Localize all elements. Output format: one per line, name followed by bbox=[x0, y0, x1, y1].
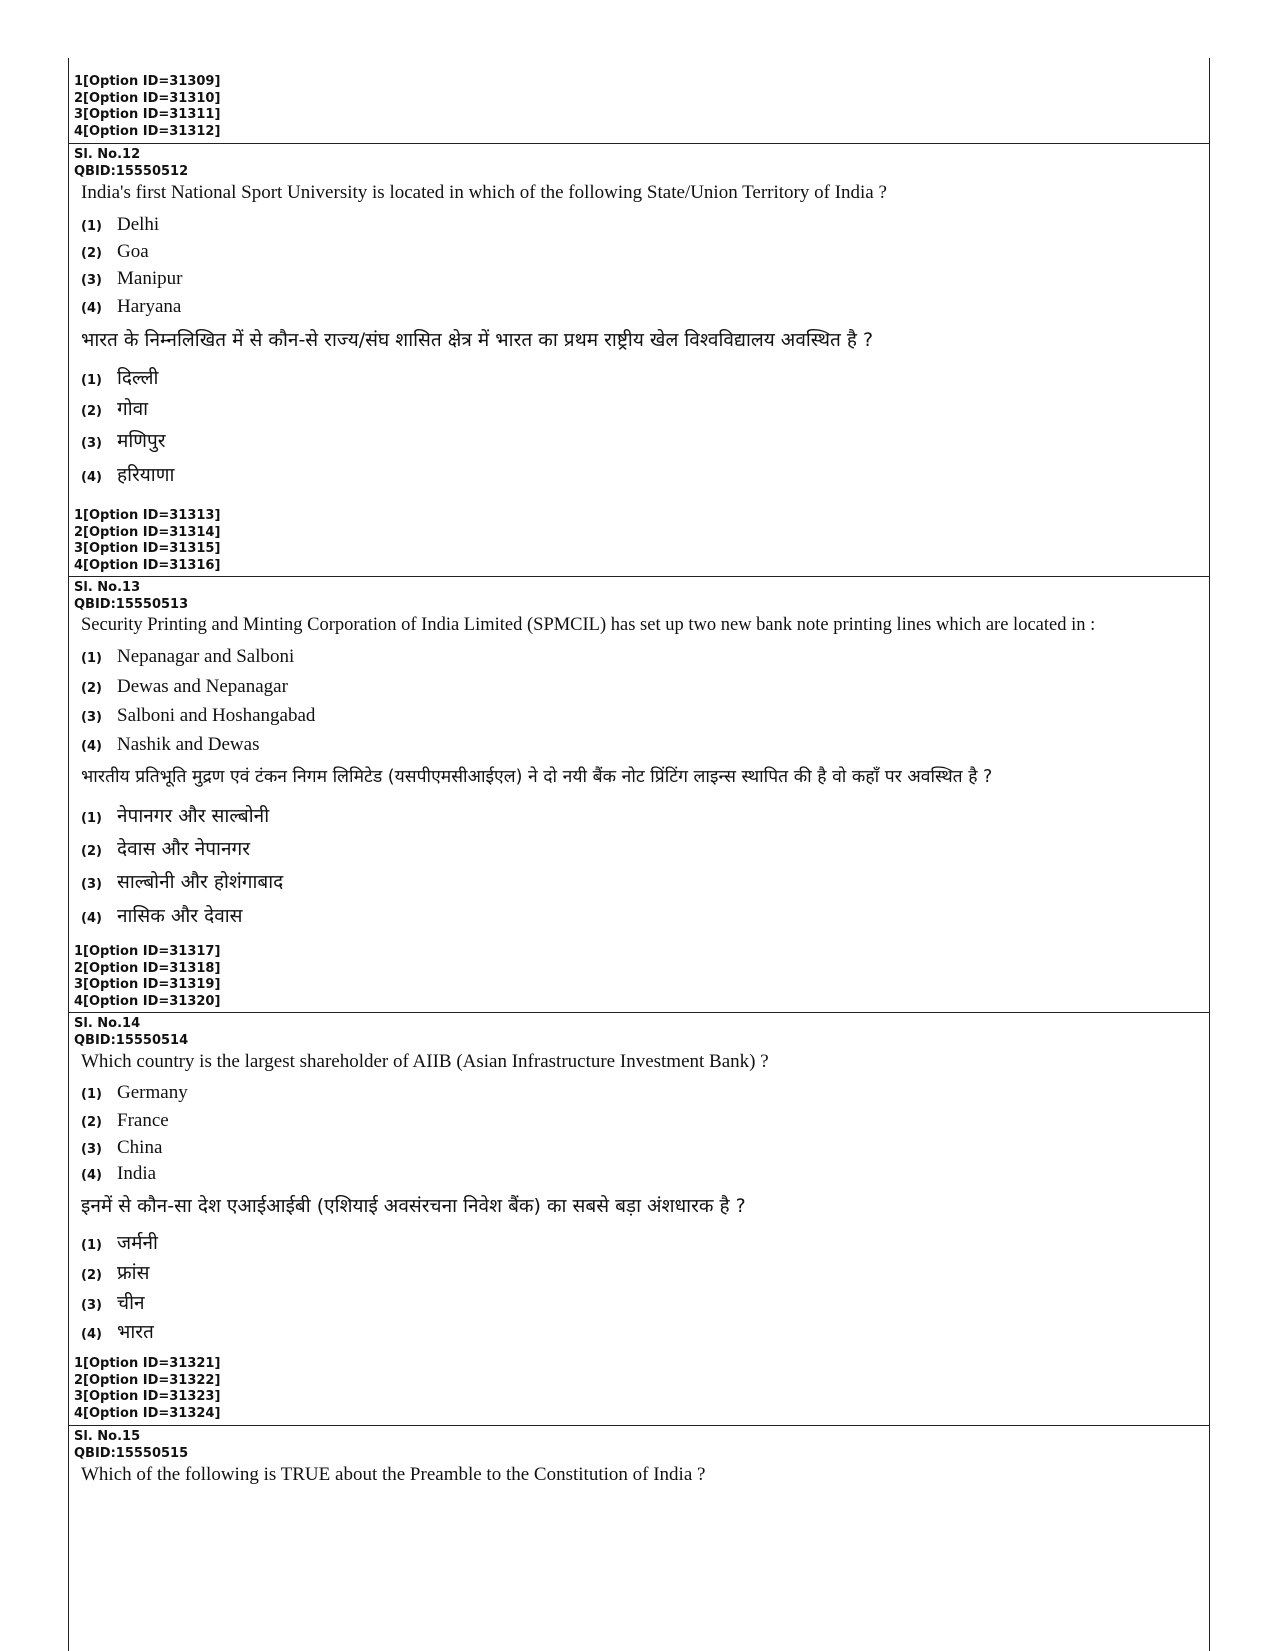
option-text: हरियाणा bbox=[117, 464, 175, 486]
option-hindi bbox=[81, 395, 1209, 427]
qbid: QBID:15550513 bbox=[74, 596, 189, 612]
option-id: 4[Option ID=31316] bbox=[74, 557, 221, 573]
question-text-english: Security Printing and Minting Corporation of India Limited (SPMCIL) has set up two new bank note printing lines which are located in : bbox=[81, 615, 1096, 635]
option-id: 2[Option ID=31310] bbox=[74, 90, 221, 106]
option-text: भारत bbox=[117, 1321, 154, 1343]
option-text: Goa bbox=[117, 241, 149, 262]
option-number: (4) bbox=[81, 301, 102, 316]
option-english bbox=[81, 1082, 1209, 1110]
option-number: (2) bbox=[81, 404, 102, 419]
serial-number: Sl. No.14 bbox=[74, 1016, 141, 1031]
question-text-english: Which country is the largest shareholder of AIIB (Asian Infrastructure Investment Bank) ? bbox=[81, 1051, 769, 1072]
option-english bbox=[81, 646, 1209, 676]
option-text: Haryana bbox=[117, 296, 182, 317]
serial-number: Sl. No.13 bbox=[74, 580, 141, 595]
option-id-list bbox=[69, 944, 1209, 1010]
option-number: (3) bbox=[81, 273, 102, 288]
option-text: Nepanagar and Salboni bbox=[117, 646, 295, 667]
option-number: (4) bbox=[81, 739, 102, 754]
option-id: 2[Option ID=31318] bbox=[74, 960, 221, 976]
divider bbox=[69, 1012, 1209, 1013]
option-id: 4[Option ID=31324] bbox=[74, 1405, 221, 1421]
option-english bbox=[81, 1163, 1209, 1192]
option-hindi bbox=[81, 902, 1209, 932]
option-english bbox=[81, 676, 1209, 705]
option-text: फ्रांस bbox=[117, 1262, 150, 1284]
option-id: 4[Option ID=31320] bbox=[74, 993, 221, 1009]
option-number: (1) bbox=[81, 1087, 102, 1102]
divider bbox=[69, 576, 1209, 577]
option-number: (1) bbox=[81, 219, 102, 234]
option-text: साल्बोनी और होशंगाबाद bbox=[117, 871, 284, 893]
option-number: (4) bbox=[81, 911, 102, 926]
option-number: (2) bbox=[81, 844, 102, 859]
option-hindi bbox=[81, 835, 1209, 868]
question-text-hindi: भारत के निम्नलिखित में से कौन-से राज्य/संघ शासित क्षेत्र में भारत का प्रथम राष्ट्रीय खेल विश्वविद्यालय अवस्थित है ? bbox=[81, 329, 874, 351]
option-english bbox=[81, 705, 1209, 734]
option-english bbox=[81, 268, 1209, 296]
option-text: चीन bbox=[117, 1292, 145, 1314]
option-english bbox=[81, 241, 1209, 268]
option-number: (2) bbox=[81, 1115, 102, 1130]
option-id-list bbox=[69, 508, 1209, 574]
option-number: (3) bbox=[81, 1298, 102, 1313]
option-id: 2[Option ID=31322] bbox=[74, 1372, 221, 1388]
option-id: 3[Option ID=31323] bbox=[74, 1389, 221, 1404]
option-id-list bbox=[69, 74, 1209, 140]
question-text-english: India's first National Sport University is located in which of the following State/Union Territory of India ? bbox=[81, 182, 887, 203]
option-hindi bbox=[81, 364, 1209, 395]
option-number: (4) bbox=[81, 470, 102, 485]
option-hindi bbox=[81, 1289, 1209, 1318]
question-text-hindi: इनमें से कौन-सा देश एआईआईबी (एशियाई अवसंरचना निवेश बैंक) का सबसे बड़ा अंशधारक है ? bbox=[81, 1195, 746, 1217]
option-text: Nashik and Dewas bbox=[117, 734, 260, 755]
option-number: (1) bbox=[81, 651, 102, 666]
option-text: नेपानगर और साल्बोनी bbox=[117, 805, 270, 827]
option-id: 4[Option ID=31312] bbox=[74, 123, 221, 139]
option-id-list bbox=[69, 1356, 1209, 1422]
option-hindi bbox=[81, 868, 1209, 902]
option-hindi bbox=[81, 461, 1209, 491]
option-number: (2) bbox=[81, 1268, 102, 1283]
option-text: Salboni and Hoshangabad bbox=[117, 705, 316, 726]
option-english bbox=[81, 1137, 1209, 1163]
option-text: मणिपुर bbox=[117, 430, 166, 452]
option-text: Delhi bbox=[117, 214, 160, 235]
option-text: Dewas and Nepanagar bbox=[117, 676, 288, 697]
question-paper-page bbox=[68, 58, 1210, 1651]
option-id: 1[Option ID=31309] bbox=[74, 74, 221, 89]
serial-number: Sl. No.15 bbox=[74, 1429, 141, 1444]
option-hindi bbox=[81, 1318, 1209, 1347]
qbid: QBID:15550515 bbox=[74, 1445, 189, 1461]
question-block-12 bbox=[69, 147, 1209, 491]
option-id: 3[Option ID=31319] bbox=[74, 977, 221, 992]
option-number: (4) bbox=[81, 1168, 102, 1183]
option-text: जर्मनी bbox=[117, 1232, 158, 1254]
option-id: 3[Option ID=31315] bbox=[74, 541, 221, 556]
option-number: (4) bbox=[81, 1327, 102, 1342]
option-hindi bbox=[81, 1229, 1209, 1259]
divider bbox=[69, 143, 1209, 144]
option-text: France bbox=[117, 1110, 169, 1131]
question-text-hindi: भारतीय प्रतिभूति मुद्रण एवं टंकन निगम लिमिटेड (यसपीएमसीआईएल) ने दो नयी बैंक नोट प्रिंटिंग लाइन्स स्थापित की है वो कहाँ पर अवस्थित है ? bbox=[81, 767, 993, 787]
option-text: नासिक और देवास bbox=[117, 905, 243, 927]
option-text: दिल्ली bbox=[117, 367, 159, 389]
option-id: 2[Option ID=31314] bbox=[74, 524, 221, 540]
option-number: (3) bbox=[81, 710, 102, 725]
option-english bbox=[81, 1110, 1209, 1137]
option-number: (3) bbox=[81, 1142, 102, 1157]
serial-number: Sl. No.12 bbox=[74, 147, 141, 162]
option-number: (3) bbox=[81, 877, 102, 892]
question-block-14 bbox=[69, 1016, 1209, 1347]
option-number: (2) bbox=[81, 246, 102, 261]
option-text: गोवा bbox=[117, 398, 149, 420]
option-text: देवास और नेपानगर bbox=[117, 838, 250, 860]
option-number: (3) bbox=[81, 436, 102, 451]
option-id: 1[Option ID=31313] bbox=[74, 508, 221, 523]
question-block-13 bbox=[69, 580, 1209, 932]
option-number: (2) bbox=[81, 681, 102, 696]
option-text: India bbox=[117, 1163, 157, 1184]
option-hindi bbox=[81, 1259, 1209, 1289]
question-block-15 bbox=[69, 1429, 1209, 1492]
qbid: QBID:15550512 bbox=[74, 163, 189, 179]
option-text: Manipur bbox=[117, 268, 183, 289]
qbid: QBID:15550514 bbox=[74, 1032, 189, 1048]
option-english bbox=[81, 734, 1209, 764]
option-hindi bbox=[81, 427, 1209, 461]
question-text-english: Which of the following is TRUE about the Preamble to the Constitution of India ? bbox=[81, 1464, 706, 1485]
option-english bbox=[81, 214, 1209, 241]
option-text: China bbox=[117, 1137, 163, 1158]
option-number: (1) bbox=[81, 373, 102, 388]
option-id: 1[Option ID=31321] bbox=[74, 1356, 221, 1371]
option-number: (1) bbox=[81, 811, 102, 826]
option-id: 3[Option ID=31311] bbox=[74, 107, 221, 122]
divider bbox=[69, 1425, 1209, 1426]
option-number: (1) bbox=[81, 1238, 102, 1253]
option-id: 1[Option ID=31317] bbox=[74, 944, 221, 959]
option-hindi bbox=[81, 802, 1209, 835]
option-english bbox=[81, 296, 1209, 326]
option-text: Germany bbox=[117, 1082, 188, 1103]
